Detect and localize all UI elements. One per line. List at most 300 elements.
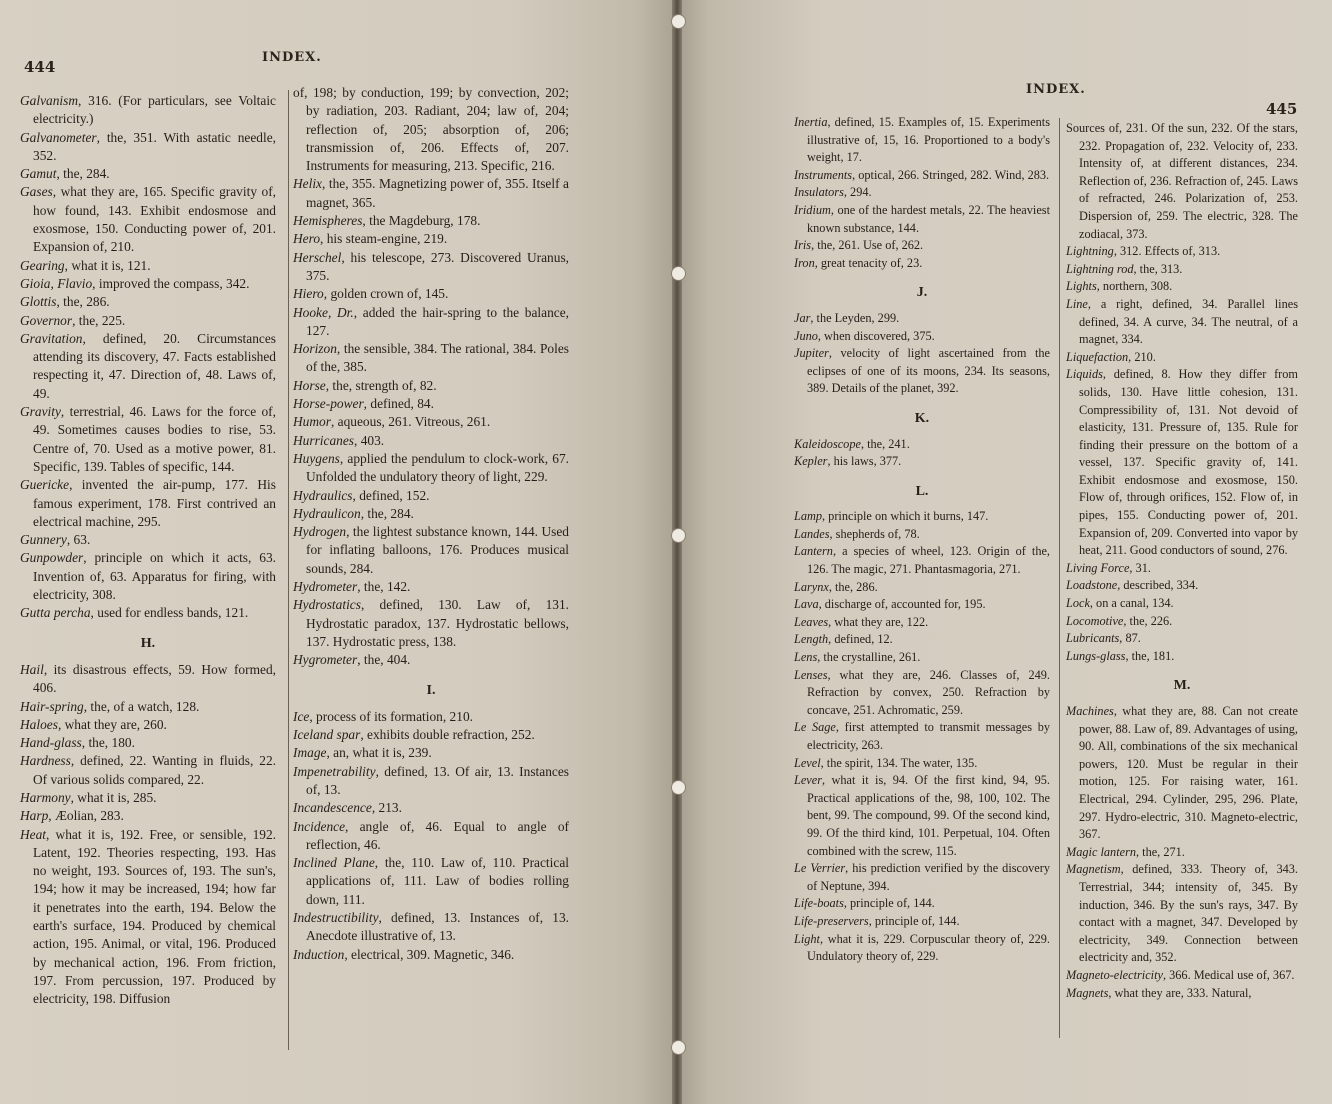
index-term: Kepler [794,454,828,469]
index-column-1 [20,92,276,1009]
index-references: , optical, 266. Stringed, 282. Wind, 283. [852,167,1050,182]
index-references: , 316. (For particulars, see Voltaic electricity.) [33,93,276,127]
index-entry [20,165,276,183]
index-entry [1066,278,1298,296]
index-term: Gearing [20,257,65,273]
index-term: Larynx [794,579,829,594]
index-term: Hero [293,231,321,247]
index-entry [293,212,569,230]
index-entry [20,752,276,789]
book-gutter [672,0,682,1104]
index-references: , his prediction verified by the discovery of Neptune, 394. [807,861,1050,893]
index-references: , the, 180. [81,735,135,751]
index-entry [20,698,276,716]
index-references: , a species of wheel, 123. Origin of the, 126. The magic, 271. Phantasmagoria, 271. [807,544,1050,577]
index-references: , angle of, 46. Equal to angle of reflection, 46. [306,818,569,852]
index-references: , first attempted to transmit messages by electricity, 263. [807,720,1050,752]
index-term: Incidence [293,818,346,834]
binding-stitch [671,780,686,795]
section-letter: K. [914,410,930,426]
index-term: Kaleidoscope [794,436,861,451]
index-term: Herschel [293,249,342,265]
index-entry [1066,261,1298,279]
index-entry [1066,560,1298,578]
index-entry [293,726,569,744]
index-term: Harp [20,808,49,824]
index-entry [293,651,569,669]
index-references: , his steam-engine, 219. [320,231,448,247]
index-term: Hooke, Dr. [293,304,354,320]
index-references: , 31. [1129,560,1151,575]
index-term: Horse-power [293,396,364,412]
index-term: Iridium [794,202,831,217]
index-entry [20,476,276,531]
index-references: , defined, 84. [363,396,434,412]
index-term: Living Force [1066,560,1130,575]
index-references: , principle of, 144. [843,896,935,911]
index-entry [293,377,569,395]
index-entry [794,328,1050,346]
index-references: , added the hair-spring to the balance, 127. [306,304,570,338]
index-entry [20,129,276,166]
index-references: , principle on which it burns, 147. [822,509,989,524]
index-entry [1066,349,1298,367]
index-term: Harmony [20,789,71,805]
index-references: , what it is, 192. Free, or sensible, 192. Latent, 192. Theories respecting, 193. Has no weight, 193. Sources of, 193. The sun's, 194; how it may be increased, 194; how far it penetrates into the earth, 194. Below the earth's surface, 194. Produced by chemical action, 195. Animal, or vital, 196. Produced by mechanical action, 196. From friction, 197. From percussion, 197. Produced by electricity, 198. Diffusion [33,826,276,1007]
index-references: of, 198; by conduction, 199; by convection, 202; by radiation, 203. Radiant, 204; law of, 204; reflection of, 205; absorption of, 206; transmission of, 206. Effects of, 207. Instruments for measuring, 213. Specific, 216. [293,85,569,174]
index-term: Iris [794,238,812,253]
index-term: Gravitation [20,330,83,346]
index-entry [20,826,276,1009]
index-term: Length [794,632,829,647]
index-references: , aqueous, 261. Vitreous, 261. [330,414,491,430]
index-term: Loadstone [1066,578,1118,593]
index-entry [794,895,1050,913]
index-references: , defined, 152. [352,487,430,503]
section-letter: I. [426,682,436,698]
index-entry [293,946,569,964]
index-references: , 366. Medical use of, 367. [1162,967,1295,982]
index-references: , the, 181. [1125,648,1175,663]
index-term: Helix [293,176,322,192]
index-term: Gravity [20,404,61,420]
index-entry [293,432,569,450]
index-references: , the, 142. [357,579,411,595]
index-references: Sources of, 231. Of the sun, 232. Of the stars, 232. Propagation of, 232. Velocity of, 233. Intensity of, at different distances, 234. Reflection of, 236. Refraction of, 245. Laws of refracted, 246. Polarization of, 253. Dispersion of, 259. The electric, 328. The zodiacal, 373. [1066,121,1298,241]
index-entry [293,909,569,946]
index-term: Hydrostatics [293,597,361,613]
index-entry [293,285,569,303]
index-references: , defined, 130. Law of, 131. Hydrostatic paradox, 137. Hydrostatic bellows, 137. Hydrostatic press, 138. [306,597,569,649]
index-term: Galvanometer [20,129,97,145]
index-term: Leaves [794,614,829,629]
column-rule [1059,118,1060,1038]
index-entry [794,913,1050,931]
index-term: Huygens [293,450,340,466]
index-references: , an, what it is, 239. [326,745,432,761]
index-term: Heat [20,826,47,842]
index-references: , on a canal, 134. [1089,596,1174,611]
index-references: , what it is, 121. [64,257,151,273]
index-entry [794,931,1050,966]
index-entry [1066,120,1298,243]
index-references: , described, 334. [1117,578,1199,593]
index-references: , defined, 8. How they differ from solids, 130. Have little cohesion, 131. Compressibility of, 131. Not devoid of elasticity, 131. Pressure of, 135. Rule for finding their pressure on the bottom of a vessel, 137. Specific gravity of, 141. Exhibit endosmose and exosmose, 150. Flow of, through orifices, 152. Flow of, in pipes, 155. Conducting power of, 201. Expansion of, 209. Converted into vapor by heat, 211. Good conductors of sound, 276. [1079,367,1298,558]
column-rule [288,90,289,1050]
index-entry [293,450,569,487]
index-references: , one of the hardest metals, 22. The heaviest known substance, 144. [807,202,1050,235]
index-references: , its disastrous effects, 59. How formed, 406. [33,661,276,696]
index-term: Liquefaction [1066,349,1129,364]
index-references: , the, 355. Magnetizing power of, 355. Itself a magnet, 365. [306,176,569,210]
index-references: , the, 313. [1133,261,1183,276]
index-entry [794,667,1050,720]
index-references: , 63. [66,532,91,548]
index-term: Lungs-glass [1066,648,1126,663]
index-references: , the, 271. [1136,844,1185,859]
index-entry [20,789,276,807]
index-term: Lamp [794,509,823,524]
index-references: , his telescope, 273. Discovered Uranus, 375. [306,249,569,283]
index-term: Le Verrier [794,861,846,876]
index-references: , exhibits double refraction, 252. [360,727,535,743]
index-term: Governor [20,312,73,328]
index-entry [20,257,276,275]
index-entry [293,413,569,431]
index-references: , defined, 12. [828,632,893,647]
index-references: , the, 110. Law of, 110. Practical applications of, 111. Law of bodies rolling down, 111. [306,855,569,907]
index-entry [1066,595,1298,613]
index-entry [20,293,276,311]
index-entry [20,275,276,293]
index-term: Gamut [20,166,57,182]
index-term: Galvanism [20,93,79,108]
index-term: Horse [293,377,326,393]
index-references: , defined, 15. Examples of, 15. Experiments illustrative of, 15, 16. Proportioned to a body's weight, 17. [807,115,1050,165]
index-entry [293,249,569,286]
index-entry [1066,366,1298,560]
index-term: Gunpowder [20,550,84,566]
index-term: Hydrogen [293,524,347,540]
index-term: Hygrometer [293,652,358,668]
index-term: Locomotive [1066,613,1124,628]
index-references: , the spirit, 134. The water, 135. [820,755,978,770]
index-term: Lightning rod [1066,261,1134,276]
index-references: , the, 284. [360,505,414,521]
index-term: Lubricants [1066,631,1120,646]
index-entry [20,549,276,604]
index-references: , applied the pendulum to clock-work, 67. Unfolded the undulatory theory of light, 229. [306,450,569,485]
index-entry [293,799,569,817]
index-term: Hiero [293,286,324,302]
index-entry [794,543,1050,578]
index-references: , when discovered, 375. [817,328,935,343]
index-references: , used for endless bands, 121. [90,605,249,621]
index-term: Juno [794,328,818,343]
index-term: Lightning [1066,244,1114,259]
index-entry [794,202,1050,237]
index-entry [794,184,1050,202]
index-references: , what they are, 260. [57,716,167,732]
index-entry [794,508,1050,526]
index-entry [20,716,276,734]
index-references: , shepherds of, 78. [829,526,920,541]
index-term: Ice [293,708,310,724]
index-references: , defined, 13. Instances of, 13. Anecdote illustrative of, 13. [306,910,569,944]
index-term: Hail [20,661,44,677]
index-entry [1066,296,1298,349]
index-entry [794,345,1050,398]
index-references: , northern, 308. [1096,279,1173,294]
section-letter: L. [915,483,929,499]
index-term: Landes [794,526,830,541]
index-entry [794,772,1050,860]
right-page [676,0,1332,1104]
index-term: Lock [1066,596,1090,611]
index-term: Jupiter [794,346,829,361]
index-term: Gases [20,184,53,200]
index-term: Instruments [794,167,853,182]
index-references: , 87. [1119,631,1141,646]
binding-stitch [671,1040,686,1055]
index-entry [20,734,276,752]
index-term: Level [794,755,821,770]
index-entry [20,92,276,129]
index-term: Hydraulicon [293,505,361,521]
index-entry [794,579,1050,597]
index-term: Lever [794,773,822,788]
index-entry [20,531,276,549]
index-term: Hydraulics [293,487,353,503]
index-entry [794,453,1050,471]
index-term: Image [293,745,327,761]
index-references: , process of its formation, 210. [309,708,473,724]
index-references: , 312. Effects of, 313. [1113,244,1221,259]
index-references: , 210. [1128,349,1156,364]
index-references: , 213. [371,800,402,816]
index-entry [293,487,569,505]
index-entry [794,860,1050,895]
index-term: Lantern [794,544,833,559]
index-entry [794,237,1050,255]
index-entry [293,340,569,377]
index-entry [794,649,1050,667]
page-number: 445 [1266,100,1298,118]
index-references: , what it is, 94. Of the first kind, 94, 95. Practical applications of the, 98, 100, 102. The bent, 99. The compound, 99. Of the second kind, 99. Of the third kind, 101. Perpetual, 104. Often combined with the screw, 115. [807,773,1050,858]
index-term: Line [1066,296,1088,311]
index-entry [794,614,1050,632]
index-term: Magic lantern [1066,844,1137,859]
index-entry [1066,613,1298,631]
index-term: Liquids [1066,367,1103,382]
index-entry [20,661,276,698]
index-term: Lenses [794,667,828,682]
index-entry [293,230,569,248]
index-term: Light [794,931,820,946]
index-entry [20,604,276,622]
index-references: , discharge of, accounted for, 195. [818,597,986,612]
index-term: Magneto-electricity [1066,967,1163,982]
index-term: Gioia, Flavio [20,275,93,291]
index-term: Gunnery [20,532,67,548]
index-entry [293,818,569,855]
index-references: , the, 261. Use of, 262. [811,238,924,253]
index-term: Induction [293,946,345,962]
index-references: , invented the air-pump, 177. His famous experiment, 178. First contrived an electrical machine, 295. [33,477,276,529]
running-head: INDEX. [262,50,322,65]
index-entry [293,708,569,726]
index-references: , the, 241. [860,436,910,451]
index-entry [20,403,276,476]
index-entry [293,596,569,651]
index-references: , the, 286. [56,294,110,310]
index-term: Hand-glass [20,735,82,751]
index-term: Iceland spar [293,727,361,743]
index-entry [20,183,276,256]
index-references: , improved the compass, 342. [92,275,250,291]
index-references: , what it is, 229. Corpuscular theory of, 229. Undulatory theory of, 229. [807,931,1050,964]
index-references: , the lightest substance known, 144. Used for inflating balloons, 176. Produces musical sounds, 284. [306,524,569,576]
index-column-2 [1066,120,1298,1002]
index-term: Lava [794,597,819,612]
index-term: Guericke [20,477,70,493]
index-entry [1066,648,1298,666]
index-term: Hemispheres [293,213,363,229]
index-entry [1066,985,1298,1003]
index-term: Haloes [20,716,58,732]
binding-stitch [671,266,686,281]
index-references: , principle of, 144. [868,913,960,928]
index-term: Hardness [20,753,71,769]
index-references: , terrestrial, 46. Laws for the force of, 49. Sometimes causes bodies to rise, 53. Centre of, 70. Used as a motive power, 81. Specific, 139. Tables of specific, 144. [33,404,276,474]
index-references: , what they are, 88. Can not create power, 88. Law of, 89. Advantages of using, 90. All, combinations of the six mechanical powers, 120. Must be regular in their motion, 125. For raising water, 161. Electrical, 294. Cylinder, 295, 296. Plate, 297. Hydro-electric, 310. Magneto-electric, 367. [1079,704,1298,842]
index-references: , the, 404. [357,652,411,668]
index-references: , the Magdeburg, 178. [362,213,481,229]
index-term: Lights [1066,279,1097,294]
index-references: , a right, defined, 34. Parallel lines defined, 34. A curve, 34. The neutral, of a magnet, 334. [1079,296,1298,347]
binding-stitch [671,14,686,29]
index-references: , defined, 13. Of air, 13. Instances of, 13. [306,763,569,797]
index-term: Insulators [794,185,844,200]
index-entry [293,854,569,909]
index-entry [293,304,569,341]
index-term: Horizon [293,341,337,357]
index-entry [1066,630,1298,648]
index-references: , defined, 20. Circumstances attending its discovery, 47. Facts established respecting it, 47. Direction of, 48. Laws of, 49. [33,330,276,401]
index-term: Magnets [1066,985,1109,1000]
index-term: Le Sage [794,720,836,735]
index-entry [794,631,1050,649]
index-entry [293,84,569,175]
index-references: , Æolian, 283. [48,808,124,824]
index-references: , what they are, 122. [828,614,929,629]
index-references: , the, strength of, 82. [325,377,437,393]
index-entry [293,395,569,413]
index-references: , what they are, 165. Specific gravity of, how found, 143. Exhibit endosmose and exosmose, 150. Conducting power of, 201. Expansion of, 210. [33,184,276,255]
section-letter: M. [1173,678,1191,694]
index-references: , the sensible, 384. The rational, 384. Poles of the, 385. [306,341,569,375]
index-entry [1066,577,1298,595]
running-head: INDEX. [1026,82,1086,97]
index-entry [794,755,1050,773]
index-references: , what it is, 285. [70,789,157,805]
index-term: Gutta percha [20,605,91,621]
index-references: , the, 286. [828,579,878,594]
index-references: , 403. [354,432,385,448]
section-letter: J. [916,285,928,301]
index-references: , the, 284. [56,166,110,182]
index-references: , defined, 333. Theory of, 343. Terrestrial, 344; intensity of, 345. By induction, 346. By the sun's rays, 347. By contact with a magnet, 347. Developed by electricity, 349. Connection between electricity and, 352. [1079,862,1298,965]
index-entry [293,523,569,578]
index-references: , the, 351. With astatic needle, 352. [33,129,276,163]
section-letter: H. [140,635,156,651]
index-entry [20,807,276,825]
index-entry [794,436,1050,454]
index-term: Inertia [794,115,828,129]
index-entry [794,114,1050,167]
index-entry [1066,967,1298,985]
index-references: , 294. [843,185,872,200]
index-term: Machines [1066,704,1114,718]
index-entry [794,167,1050,185]
index-references: , the, 225. [72,312,126,328]
index-entry [794,526,1050,544]
index-entry [293,763,569,800]
index-references: , his laws, 377. [827,454,902,469]
index-references: , principle on which it acts, 63. Invention of, 63. Apparatus for firing, with electricity, 308. [33,550,276,603]
index-references: , the crystalline, 261. [817,650,921,665]
index-entry [293,578,569,596]
index-column-2 [293,84,569,964]
index-column-1 [794,114,1050,966]
index-references: , the, 226. [1123,613,1173,628]
index-entry [794,719,1050,754]
index-term: Glottis [20,294,57,310]
index-references: , velocity of light ascertained from the eclipses of one of its moons, 234. Its seasons, 389. Details of the planet, 392. [807,346,1050,396]
index-term: Inclined Plane [293,855,375,871]
index-entry [293,175,569,212]
index-entry [1066,243,1298,261]
index-term: Indestructibility [293,910,379,926]
index-entry [293,505,569,523]
page-number: 444 [24,58,56,76]
index-term: Life-boats [794,896,844,911]
index-references: , great tenacity of, 23. [814,255,923,270]
index-term: Humor [293,414,331,430]
index-term: Lens [794,650,818,665]
index-entry [794,596,1050,614]
index-entry [1066,844,1298,862]
index-term: Jar [794,310,811,325]
index-references: , the, of a watch, 128. [83,698,200,714]
index-term: Iron [794,255,815,270]
index-entry [293,744,569,762]
index-term: Hurricanes [293,432,354,448]
index-entry [1066,861,1298,967]
index-term: Life-preservers [794,913,869,928]
index-term: Incandescence [293,800,372,816]
index-references: , electrical, 309. Magnetic, 346. [344,946,515,962]
index-term: Impenetrability [293,763,376,779]
binding-stitch [671,528,686,543]
index-references: , defined, 22. Wanting in fluids, 22. Of various solids compared, 22. [33,753,276,787]
index-references: , golden crown of, 145. [323,286,449,302]
index-entry [794,310,1050,328]
index-references: , what they are, 246. Classes of, 249. Refraction by convex, 250. Refraction by concave, 251. Achromatic, 259. [807,667,1050,717]
index-entry [20,330,276,403]
index-entry [20,312,276,330]
index-term: Magnetism [1066,862,1121,877]
